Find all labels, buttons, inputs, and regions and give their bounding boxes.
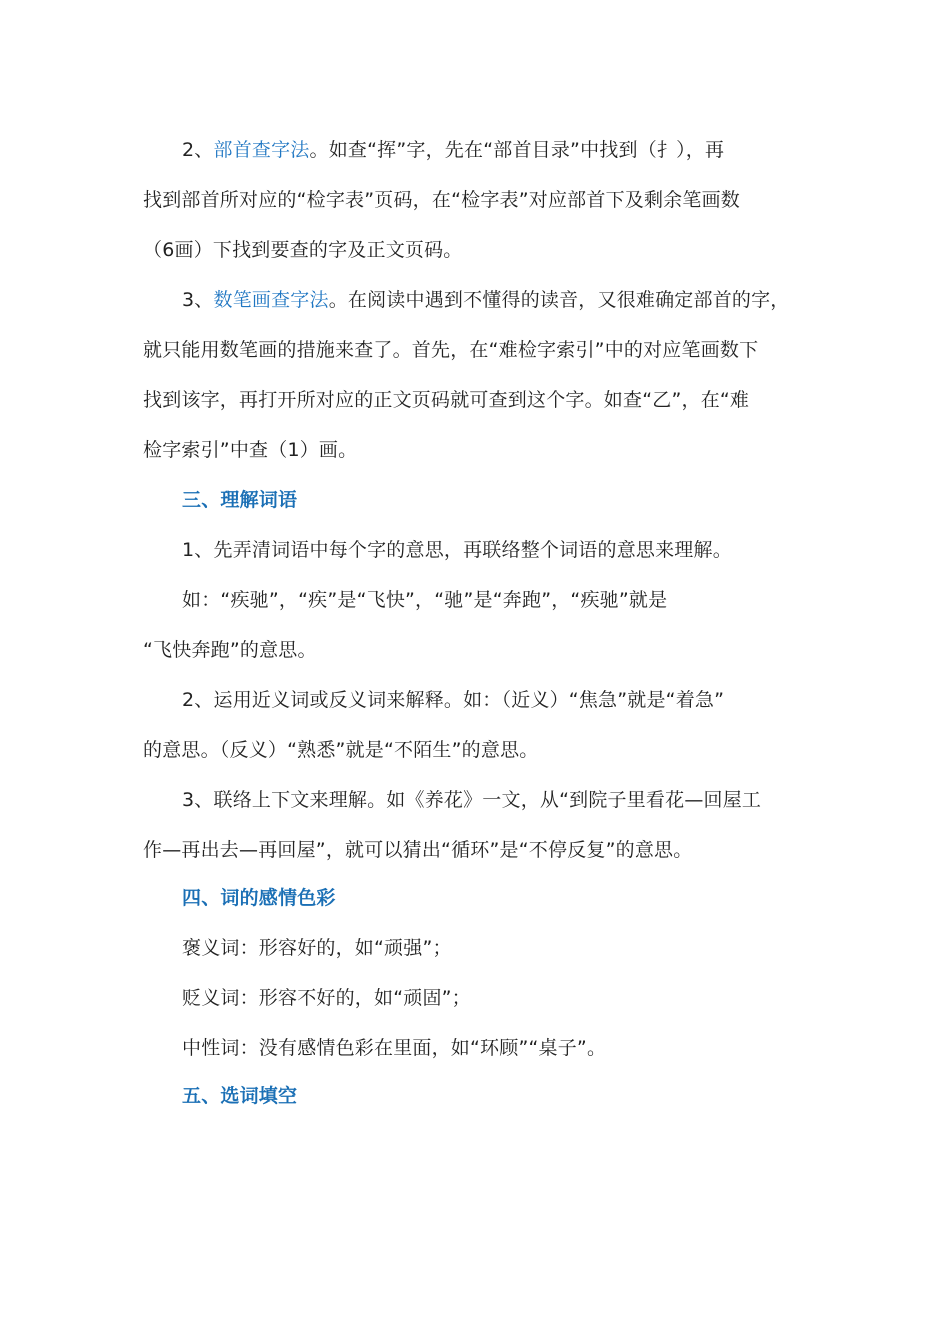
paragraph-words-method-2-line-2: 的意思。（反义）“熟悉”就是“不陌生”的意思。 bbox=[143, 739, 539, 761]
paragraph-stroke-method-line-2: 就只能用数笔画的措施来查了。首先，在“难检字索引”中的对应笔画数下 bbox=[143, 339, 759, 361]
method-term: 部首查字法 bbox=[213, 139, 310, 161]
paragraph-words-method-3-line-2: 作—再出去—再回屋”，就可以猜出“循环”是“不停反复”的意思。 bbox=[143, 839, 693, 861]
paragraph-example-line-2: “飞快奔跑”的意思。 bbox=[143, 639, 317, 661]
method-term: 数笔画查字法 bbox=[213, 289, 329, 311]
paragraph-words-method-3-line-1: 3、联络上下文来理解。如《养花》一文，从“到院子里看花—回屋工 bbox=[182, 789, 762, 811]
paragraph-stroke-method-line-1 bbox=[182, 287, 790, 313]
negative-word-definition: 贬义词：形容不好的，如“顽固”； bbox=[182, 987, 471, 1009]
item-number: 3、 bbox=[182, 289, 214, 311]
section-heading-word-sentiment: 四、词的感情色彩 bbox=[182, 887, 336, 909]
item-number: 2、 bbox=[182, 139, 214, 161]
paragraph-stroke-method-line-3: 找到该字，再打开所对应的正文页码就可查到这个字。如查“乙”，在“难 bbox=[143, 389, 750, 411]
paragraph-text: 。如查“挥”字，先在“部首目录”中找到（扌），再 bbox=[309, 139, 725, 161]
paragraph-example-line-1: 如：“疾驰”，“疾”是“飞快”，“驰”是“奔跑”，“疾驰”就是 bbox=[182, 589, 668, 611]
paragraph-radical-method-line-1 bbox=[182, 137, 724, 163]
paragraph-stroke-method-line-4: 检字索引”中查（1）画。 bbox=[143, 439, 358, 461]
paragraph-words-method-1: 1、先弄清词语中每个字的意思，再联络整个词语的意思来理解。 bbox=[182, 539, 732, 561]
section-heading-understand-words: 三、理解词语 bbox=[182, 489, 298, 511]
paragraph-words-method-2-line-1: 2、运用近义词或反义词来解释。如：（近义）“焦急”就是“着急” bbox=[182, 689, 725, 711]
paragraph-radical-method-line-2: 找到部首所对应的“检字表”页码，在“检字表”对应部首下及剩余笔画数 bbox=[143, 189, 740, 211]
section-heading-fill-in-words: 五、选词填空 bbox=[182, 1085, 298, 1107]
positive-word-definition: 褒义词：形容好的，如“顽强”； bbox=[182, 937, 452, 959]
paragraph-radical-method-line-3: （6画）下找到要查的字及正文页码。 bbox=[143, 239, 463, 261]
neutral-word-definition: 中性词：没有感情色彩在里面，如“环顾”“桌子”。 bbox=[182, 1037, 607, 1059]
paragraph-text: 。在阅读中遇到不懂得的读音，又很难确定部首的字， bbox=[328, 289, 790, 311]
